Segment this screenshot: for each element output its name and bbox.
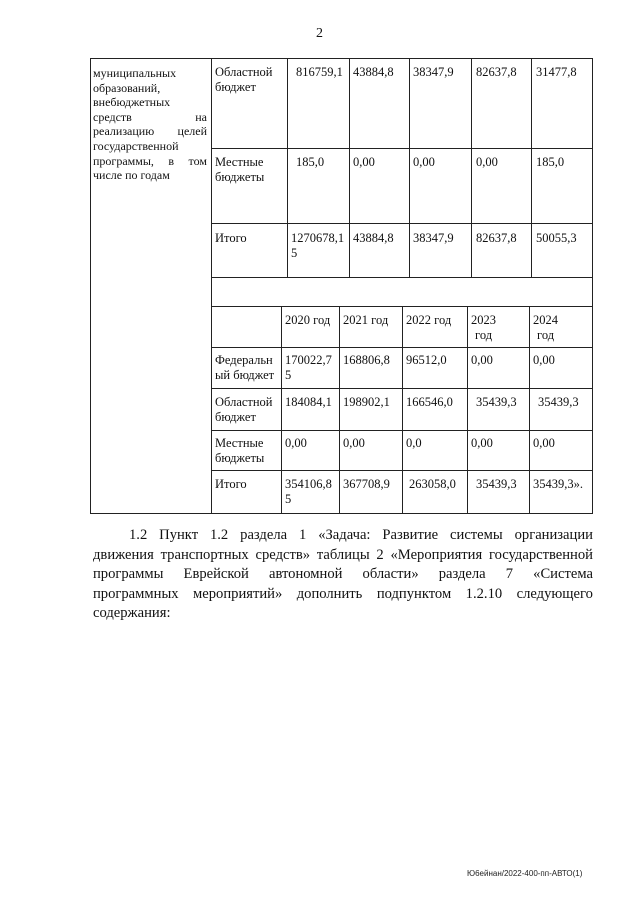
row-label-line: бюджеты (215, 170, 265, 184)
cell-line: 5 (291, 246, 298, 260)
word: следующего (516, 585, 593, 602)
word: программы (93, 566, 164, 582)
table-cell (285, 477, 332, 507)
body-paragraph (93, 526, 593, 624)
word: средств» (255, 546, 311, 563)
left-line-justified (93, 154, 207, 169)
table-cell: 38347,9 (413, 231, 454, 245)
left-line-justified (93, 110, 207, 125)
left-word: реализацию (93, 124, 155, 139)
table-cell: 0,00 (285, 436, 307, 450)
row-label-line: Местные (215, 155, 264, 169)
row-label (215, 477, 247, 492)
table-cell: 35439,3 (476, 395, 517, 409)
table-cell: 43884,8 (353, 65, 394, 79)
table-cell: 96512,0 (406, 353, 447, 367)
table-cell: 0,0 (406, 436, 422, 450)
left-word: на (195, 109, 207, 124)
table-cell: 31477,8 (536, 65, 577, 79)
left-word: программы, (93, 153, 154, 168)
word: таблицы (316, 546, 370, 563)
word: транспортных (160, 546, 249, 563)
table-cell: 43884,8 (353, 231, 394, 245)
column-header: 2022 год (406, 313, 452, 327)
left-word: целей (177, 124, 207, 139)
cell-line: 5 (285, 368, 292, 382)
word: области» (362, 566, 419, 582)
header-line: год (475, 328, 493, 342)
table-cell: 198902,1 (343, 395, 390, 409)
column-header: 2020 год (285, 313, 331, 327)
table-cell: 185,0 (296, 155, 325, 169)
word: 2 (376, 546, 384, 563)
word: 1.2 (209, 527, 229, 543)
paragraph-line (93, 565, 593, 585)
table-cell: 184084,1 (285, 395, 332, 409)
cell-line: 1270678,1 (291, 231, 345, 245)
row-label-line: ый бюджет (215, 368, 275, 382)
table-cell: 166546,0 (406, 395, 453, 409)
table-cell (285, 353, 332, 383)
cell-line: 5 (285, 492, 292, 506)
table-cell: 0,00 (533, 436, 555, 450)
header-line: год (537, 328, 555, 342)
table-cell: 38347,9 (413, 65, 454, 79)
table-cell: 82637,8 (476, 65, 517, 79)
word: системы (450, 527, 503, 543)
left-line: государственной (93, 138, 179, 153)
word: Еврейской (183, 566, 249, 582)
table-cell: 168806,8 (343, 353, 390, 367)
row-label (215, 155, 264, 185)
table-cell: 35439,3». (533, 477, 583, 491)
word: «Система (533, 566, 593, 582)
row-label-line: бюджет (215, 410, 256, 424)
word: 1.2.10 (465, 585, 503, 602)
word: организации (514, 527, 593, 543)
paragraph-line (93, 526, 593, 546)
row-label-line: бюджет (215, 80, 256, 94)
table-cell: 0,00 (413, 155, 435, 169)
table-cell: 816759,1 (296, 65, 343, 79)
word: раздела (438, 566, 486, 582)
row-label-line: Итого (215, 477, 247, 491)
row-label (215, 353, 274, 383)
left-word: том (188, 153, 207, 168)
table-cell: 82637,8 (476, 231, 517, 245)
row-label (215, 436, 264, 466)
table-cell (291, 231, 344, 261)
table-cell: 50055,3 (536, 231, 577, 245)
word: программных (93, 585, 179, 602)
table-cell: 263058,0 (409, 477, 456, 491)
column-header (471, 313, 496, 343)
row-label-line: Областной (215, 65, 273, 79)
table-cell: 35439,3 (476, 477, 517, 491)
table-cell: 367708,9 (343, 477, 390, 491)
word: дополнить (296, 585, 363, 602)
column-header: 2021 год (343, 313, 389, 327)
row-label-line: бюджеты (215, 451, 265, 465)
word: движения (93, 546, 154, 563)
table-cell: 0,00 (476, 155, 498, 169)
left-line: образований, (93, 80, 161, 95)
word: раздела (240, 527, 288, 543)
paragraph-line (93, 546, 593, 566)
word: подпунктом (376, 585, 452, 602)
paragraph-line (93, 585, 593, 605)
word: государственной (488, 546, 593, 563)
word: содержания: (93, 605, 171, 621)
left-word: в (168, 153, 175, 168)
cell-line: 170022,7 (285, 353, 332, 367)
word: 7 (505, 566, 514, 582)
row-label-line: Итого (215, 231, 247, 245)
row-label (215, 65, 273, 95)
word: мероприятий» (193, 585, 283, 602)
left-column-text (93, 66, 207, 183)
left-line-justified (93, 124, 207, 139)
paragraph-line (93, 604, 593, 624)
row-label-line: Местные (215, 436, 264, 450)
header-line: 2023 (471, 313, 496, 327)
word: Пункт (159, 527, 199, 543)
table-cell: 0,00 (471, 436, 493, 450)
row-label (215, 231, 247, 246)
left-word: средств (93, 109, 132, 124)
table-cell: 0,00 (471, 353, 493, 367)
left-line: числе по годам (93, 168, 170, 183)
left-line: внебюджетных (93, 95, 171, 110)
row-label-line: Федеральн (215, 353, 273, 367)
table-cell: 35439,3 (538, 395, 579, 409)
table-cell: 185,0 (536, 155, 565, 169)
table-cell: 0,00 (343, 436, 365, 450)
column-header (533, 313, 558, 343)
table-cell: 0,00 (353, 155, 375, 169)
row-label-line: Областной (215, 395, 273, 409)
word: «Мероприятия (390, 546, 483, 563)
document-code-footer: Ю6ейнан/2022-400-пп-АВТО(1) (467, 869, 583, 878)
row-label (215, 395, 273, 425)
header-line: 2024 (533, 313, 558, 327)
cell-line: 354106,8 (285, 477, 332, 491)
page-number: 2 (316, 26, 323, 41)
word: «Задача: (318, 527, 371, 543)
word: 1 (299, 527, 307, 543)
table-cell: 0,00 (533, 353, 555, 367)
word: автономной (268, 566, 343, 582)
left-line: муниципальных (93, 66, 177, 80)
word: Развитие (382, 527, 439, 543)
word: 1.2 (129, 527, 148, 543)
